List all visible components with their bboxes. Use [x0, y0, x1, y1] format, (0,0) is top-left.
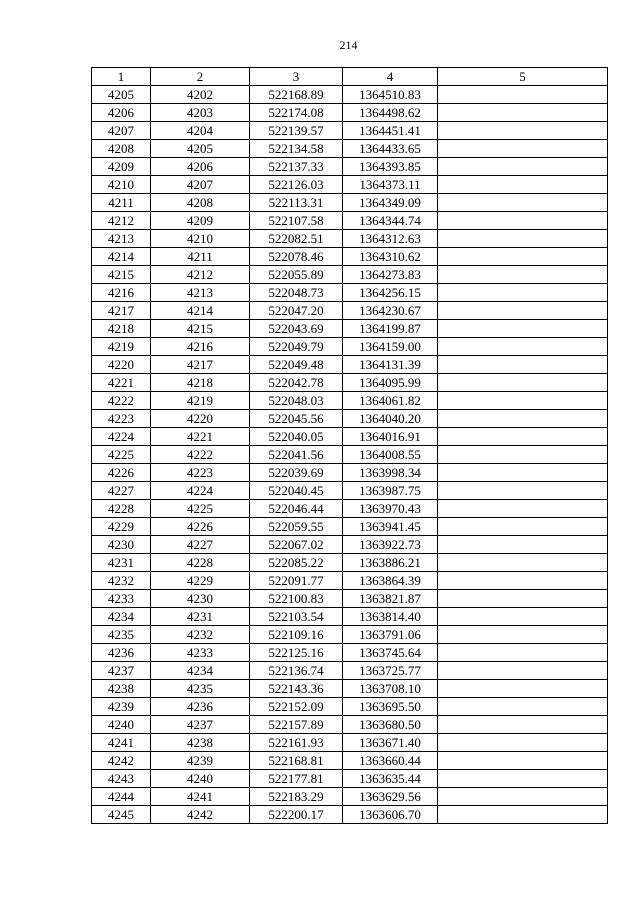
prev-point-cell: 4206 [151, 158, 250, 176]
point-number-cell: 4238 [92, 680, 151, 698]
prev-point-cell: 4209 [151, 212, 250, 230]
x-coordinate-cell: 522048.03 [250, 392, 343, 410]
prev-point-cell: 4242 [151, 806, 250, 824]
y-coordinate-cell: 1364095.99 [343, 374, 438, 392]
point-number-cell: 4241 [92, 734, 151, 752]
y-coordinate-cell: 1364159.00 [343, 338, 438, 356]
prev-point-cell: 4229 [151, 572, 250, 590]
note-cell [438, 104, 608, 122]
y-coordinate-cell: 1364498.62 [343, 104, 438, 122]
table-row [92, 230, 608, 248]
column-header-5: 5 [438, 68, 608, 86]
table-row [92, 248, 608, 266]
point-number-cell: 4232 [92, 572, 151, 590]
y-coordinate-cell: 1364131.39 [343, 356, 438, 374]
point-number-cell: 4223 [92, 410, 151, 428]
table-row [92, 446, 608, 464]
table-row [92, 770, 608, 788]
column-header-1: 1 [92, 68, 151, 86]
table-row [92, 698, 608, 716]
note-cell [438, 338, 608, 356]
x-coordinate-cell: 522049.79 [250, 338, 343, 356]
y-coordinate-cell: 1363886.21 [343, 554, 438, 572]
x-coordinate-cell: 522078.46 [250, 248, 343, 266]
note-cell [438, 158, 608, 176]
y-coordinate-cell: 1364040.20 [343, 410, 438, 428]
x-coordinate-cell: 522100.83 [250, 590, 343, 608]
note-cell [438, 482, 608, 500]
prev-point-cell: 4235 [151, 680, 250, 698]
page-number: 214 [339, 38, 358, 52]
point-number-cell: 4234 [92, 608, 151, 626]
x-coordinate-cell: 522134.58 [250, 140, 343, 158]
prev-point-cell: 4219 [151, 392, 250, 410]
y-coordinate-cell: 1363821.87 [343, 590, 438, 608]
y-coordinate-cell: 1364199.87 [343, 320, 438, 338]
table-row [92, 572, 608, 590]
x-coordinate-cell: 522143.36 [250, 680, 343, 698]
note-cell [438, 284, 608, 302]
table-row [92, 122, 608, 140]
point-number-cell: 4231 [92, 554, 151, 572]
note-cell [438, 716, 608, 734]
x-coordinate-cell: 522126.03 [250, 176, 343, 194]
x-coordinate-cell: 522103.54 [250, 608, 343, 626]
y-coordinate-cell: 1363695.50 [343, 698, 438, 716]
x-coordinate-cell: 522177.81 [250, 770, 343, 788]
prev-point-cell: 4207 [151, 176, 250, 194]
table-body [92, 86, 608, 824]
point-number-cell: 4215 [92, 266, 151, 284]
y-coordinate-cell: 1363745.64 [343, 644, 438, 662]
prev-point-cell: 4202 [151, 86, 250, 104]
point-number-cell: 4212 [92, 212, 151, 230]
prev-point-cell: 4221 [151, 428, 250, 446]
y-coordinate-cell: 1364451.41 [343, 122, 438, 140]
y-coordinate-cell: 1364310.62 [343, 248, 438, 266]
point-number-cell: 4217 [92, 302, 151, 320]
x-coordinate-cell: 522042.78 [250, 374, 343, 392]
x-coordinate-cell: 522157.89 [250, 716, 343, 734]
point-number-cell: 4236 [92, 644, 151, 662]
x-coordinate-cell: 522113.31 [250, 194, 343, 212]
point-number-cell: 4210 [92, 176, 151, 194]
y-coordinate-cell: 1363998.34 [343, 464, 438, 482]
point-number-cell: 4214 [92, 248, 151, 266]
note-cell [438, 518, 608, 536]
prev-point-cell: 4231 [151, 608, 250, 626]
x-coordinate-cell: 522125.16 [250, 644, 343, 662]
prev-point-cell: 4204 [151, 122, 250, 140]
point-number-cell: 4216 [92, 284, 151, 302]
point-number-cell: 4245 [92, 806, 151, 824]
coordinates-table [91, 67, 608, 824]
x-coordinate-cell: 522085.22 [250, 554, 343, 572]
prev-point-cell: 4224 [151, 482, 250, 500]
table-row [92, 626, 608, 644]
note-cell [438, 590, 608, 608]
note-cell [438, 446, 608, 464]
note-cell [438, 680, 608, 698]
prev-point-cell: 4217 [151, 356, 250, 374]
x-coordinate-cell: 522168.89 [250, 86, 343, 104]
note-cell [438, 140, 608, 158]
point-number-cell: 4227 [92, 482, 151, 500]
table-row [92, 284, 608, 302]
point-number-cell: 4224 [92, 428, 151, 446]
table-row [92, 158, 608, 176]
y-coordinate-cell: 1363708.10 [343, 680, 438, 698]
point-number-cell: 4221 [92, 374, 151, 392]
point-number-cell: 4228 [92, 500, 151, 518]
note-cell [438, 698, 608, 716]
table-row [92, 590, 608, 608]
note-cell [438, 662, 608, 680]
y-coordinate-cell: 1363671.40 [343, 734, 438, 752]
prev-point-cell: 4211 [151, 248, 250, 266]
prev-point-cell: 4232 [151, 626, 250, 644]
table-row [92, 788, 608, 806]
point-number-cell: 4235 [92, 626, 151, 644]
y-coordinate-cell: 1364433.65 [343, 140, 438, 158]
table-row [92, 356, 608, 374]
point-number-cell: 4242 [92, 752, 151, 770]
prev-point-cell: 4220 [151, 410, 250, 428]
y-coordinate-cell: 1363864.39 [343, 572, 438, 590]
point-number-cell: 4222 [92, 392, 151, 410]
note-cell [438, 464, 608, 482]
y-coordinate-cell: 1363970.43 [343, 500, 438, 518]
point-number-cell: 4220 [92, 356, 151, 374]
prev-point-cell: 4236 [151, 698, 250, 716]
table-header-row [92, 68, 608, 86]
point-number-cell: 4207 [92, 122, 151, 140]
prev-point-cell: 4225 [151, 500, 250, 518]
x-coordinate-cell: 522046.44 [250, 500, 343, 518]
note-cell [438, 428, 608, 446]
table-row [92, 212, 608, 230]
note-cell [438, 788, 608, 806]
column-header-4: 4 [343, 68, 438, 86]
prev-point-cell: 4238 [151, 734, 250, 752]
point-number-cell: 4219 [92, 338, 151, 356]
table-row [92, 482, 608, 500]
prev-point-cell: 4237 [151, 716, 250, 734]
y-coordinate-cell: 1363814.40 [343, 608, 438, 626]
point-number-cell: 4229 [92, 518, 151, 536]
point-number-cell: 4205 [92, 86, 151, 104]
prev-point-cell: 4213 [151, 284, 250, 302]
x-coordinate-cell: 522161.93 [250, 734, 343, 752]
table-row [92, 752, 608, 770]
point-number-cell: 4230 [92, 536, 151, 554]
prev-point-cell: 4212 [151, 266, 250, 284]
table-row [92, 176, 608, 194]
y-coordinate-cell: 1363791.06 [343, 626, 438, 644]
x-coordinate-cell: 522152.09 [250, 698, 343, 716]
table-row [92, 374, 608, 392]
note-cell [438, 626, 608, 644]
y-coordinate-cell: 1364256.15 [343, 284, 438, 302]
note-cell [438, 122, 608, 140]
note-cell [438, 302, 608, 320]
y-coordinate-cell: 1364016.91 [343, 428, 438, 446]
point-number-cell: 4239 [92, 698, 151, 716]
x-coordinate-cell: 522059.55 [250, 518, 343, 536]
note-cell [438, 500, 608, 518]
y-coordinate-cell: 1363987.75 [343, 482, 438, 500]
table-row [92, 734, 608, 752]
note-cell [438, 608, 608, 626]
note-cell [438, 554, 608, 572]
y-coordinate-cell: 1364349.09 [343, 194, 438, 212]
table-row [92, 518, 608, 536]
x-coordinate-cell: 522109.16 [250, 626, 343, 644]
table-row [92, 266, 608, 284]
table-row [92, 86, 608, 104]
note-cell [438, 572, 608, 590]
note-cell [438, 356, 608, 374]
table-row [92, 716, 608, 734]
x-coordinate-cell: 522174.08 [250, 104, 343, 122]
prev-point-cell: 4222 [151, 446, 250, 464]
y-coordinate-cell: 1364373.11 [343, 176, 438, 194]
note-cell [438, 212, 608, 230]
prev-point-cell: 4215 [151, 320, 250, 338]
y-coordinate-cell: 1363629.56 [343, 788, 438, 806]
table-row [92, 680, 608, 698]
y-coordinate-cell: 1364312.63 [343, 230, 438, 248]
column-header-2: 2 [151, 68, 250, 86]
note-cell [438, 752, 608, 770]
y-coordinate-cell: 1363680.50 [343, 716, 438, 734]
note-cell [438, 410, 608, 428]
table-row [92, 140, 608, 158]
point-number-cell: 4213 [92, 230, 151, 248]
table-row [92, 320, 608, 338]
x-coordinate-cell: 522136.74 [250, 662, 343, 680]
y-coordinate-cell: 1363941.45 [343, 518, 438, 536]
prev-point-cell: 4230 [151, 590, 250, 608]
prev-point-cell: 4240 [151, 770, 250, 788]
x-coordinate-cell: 522091.77 [250, 572, 343, 590]
table-row [92, 410, 608, 428]
y-coordinate-cell: 1363725.77 [343, 662, 438, 680]
prev-point-cell: 4228 [151, 554, 250, 572]
point-number-cell: 4208 [92, 140, 151, 158]
note-cell [438, 770, 608, 788]
prev-point-cell: 4239 [151, 752, 250, 770]
prev-point-cell: 4218 [151, 374, 250, 392]
prev-point-cell: 4205 [151, 140, 250, 158]
x-coordinate-cell: 522047.20 [250, 302, 343, 320]
note-cell [438, 194, 608, 212]
note-cell [438, 248, 608, 266]
note-cell [438, 230, 608, 248]
y-coordinate-cell: 1364230.67 [343, 302, 438, 320]
point-number-cell: 4206 [92, 104, 151, 122]
note-cell [438, 806, 608, 824]
note-cell [438, 320, 608, 338]
y-coordinate-cell: 1364344.74 [343, 212, 438, 230]
table-row [92, 338, 608, 356]
x-coordinate-cell: 522045.56 [250, 410, 343, 428]
y-coordinate-cell: 1364008.55 [343, 446, 438, 464]
x-coordinate-cell: 522139.57 [250, 122, 343, 140]
point-number-cell: 4243 [92, 770, 151, 788]
y-coordinate-cell: 1363660.44 [343, 752, 438, 770]
note-cell [438, 266, 608, 284]
x-coordinate-cell: 522041.56 [250, 446, 343, 464]
prev-point-cell: 4214 [151, 302, 250, 320]
x-coordinate-cell: 522048.73 [250, 284, 343, 302]
point-number-cell: 4244 [92, 788, 151, 806]
point-number-cell: 4237 [92, 662, 151, 680]
x-coordinate-cell: 522107.58 [250, 212, 343, 230]
y-coordinate-cell: 1363606.70 [343, 806, 438, 824]
prev-point-cell: 4223 [151, 464, 250, 482]
table-row [92, 608, 608, 626]
point-number-cell: 4226 [92, 464, 151, 482]
y-coordinate-cell: 1363922.73 [343, 536, 438, 554]
y-coordinate-cell: 1364510.83 [343, 86, 438, 104]
table-row [92, 464, 608, 482]
x-coordinate-cell: 522040.05 [250, 428, 343, 446]
table-row [92, 806, 608, 824]
note-cell [438, 734, 608, 752]
column-header-3: 3 [250, 68, 343, 86]
prev-point-cell: 4210 [151, 230, 250, 248]
x-coordinate-cell: 522183.29 [250, 788, 343, 806]
table-row [92, 392, 608, 410]
prev-point-cell: 4234 [151, 662, 250, 680]
table-row [92, 302, 608, 320]
x-coordinate-cell: 522067.02 [250, 536, 343, 554]
table-row [92, 428, 608, 446]
x-coordinate-cell: 522200.17 [250, 806, 343, 824]
point-number-cell: 4218 [92, 320, 151, 338]
x-coordinate-cell: 522043.69 [250, 320, 343, 338]
y-coordinate-cell: 1364393.85 [343, 158, 438, 176]
prev-point-cell: 4241 [151, 788, 250, 806]
x-coordinate-cell: 522055.89 [250, 266, 343, 284]
y-coordinate-cell: 1363635.44 [343, 770, 438, 788]
note-cell [438, 644, 608, 662]
x-coordinate-cell: 522082.51 [250, 230, 343, 248]
table-row [92, 194, 608, 212]
point-number-cell: 4240 [92, 716, 151, 734]
prev-point-cell: 4203 [151, 104, 250, 122]
note-cell [438, 374, 608, 392]
point-number-cell: 4209 [92, 158, 151, 176]
x-coordinate-cell: 522137.33 [250, 158, 343, 176]
note-cell [438, 536, 608, 554]
point-number-cell: 4225 [92, 446, 151, 464]
prev-point-cell: 4216 [151, 338, 250, 356]
point-number-cell: 4233 [92, 590, 151, 608]
x-coordinate-cell: 522040.45 [250, 482, 343, 500]
note-cell [438, 86, 608, 104]
prev-point-cell: 4227 [151, 536, 250, 554]
table-row [92, 662, 608, 680]
table-row [92, 500, 608, 518]
table-row [92, 554, 608, 572]
x-coordinate-cell: 522039.69 [250, 464, 343, 482]
table-row [92, 104, 608, 122]
y-coordinate-cell: 1364273.83 [343, 266, 438, 284]
prev-point-cell: 4233 [151, 644, 250, 662]
prev-point-cell: 4226 [151, 518, 250, 536]
point-number-cell: 4211 [92, 194, 151, 212]
table-row [92, 644, 608, 662]
table-row [92, 536, 608, 554]
x-coordinate-cell: 522168.81 [250, 752, 343, 770]
note-cell [438, 176, 608, 194]
x-coordinate-cell: 522049.48 [250, 356, 343, 374]
prev-point-cell: 4208 [151, 194, 250, 212]
y-coordinate-cell: 1364061.82 [343, 392, 438, 410]
note-cell [438, 392, 608, 410]
